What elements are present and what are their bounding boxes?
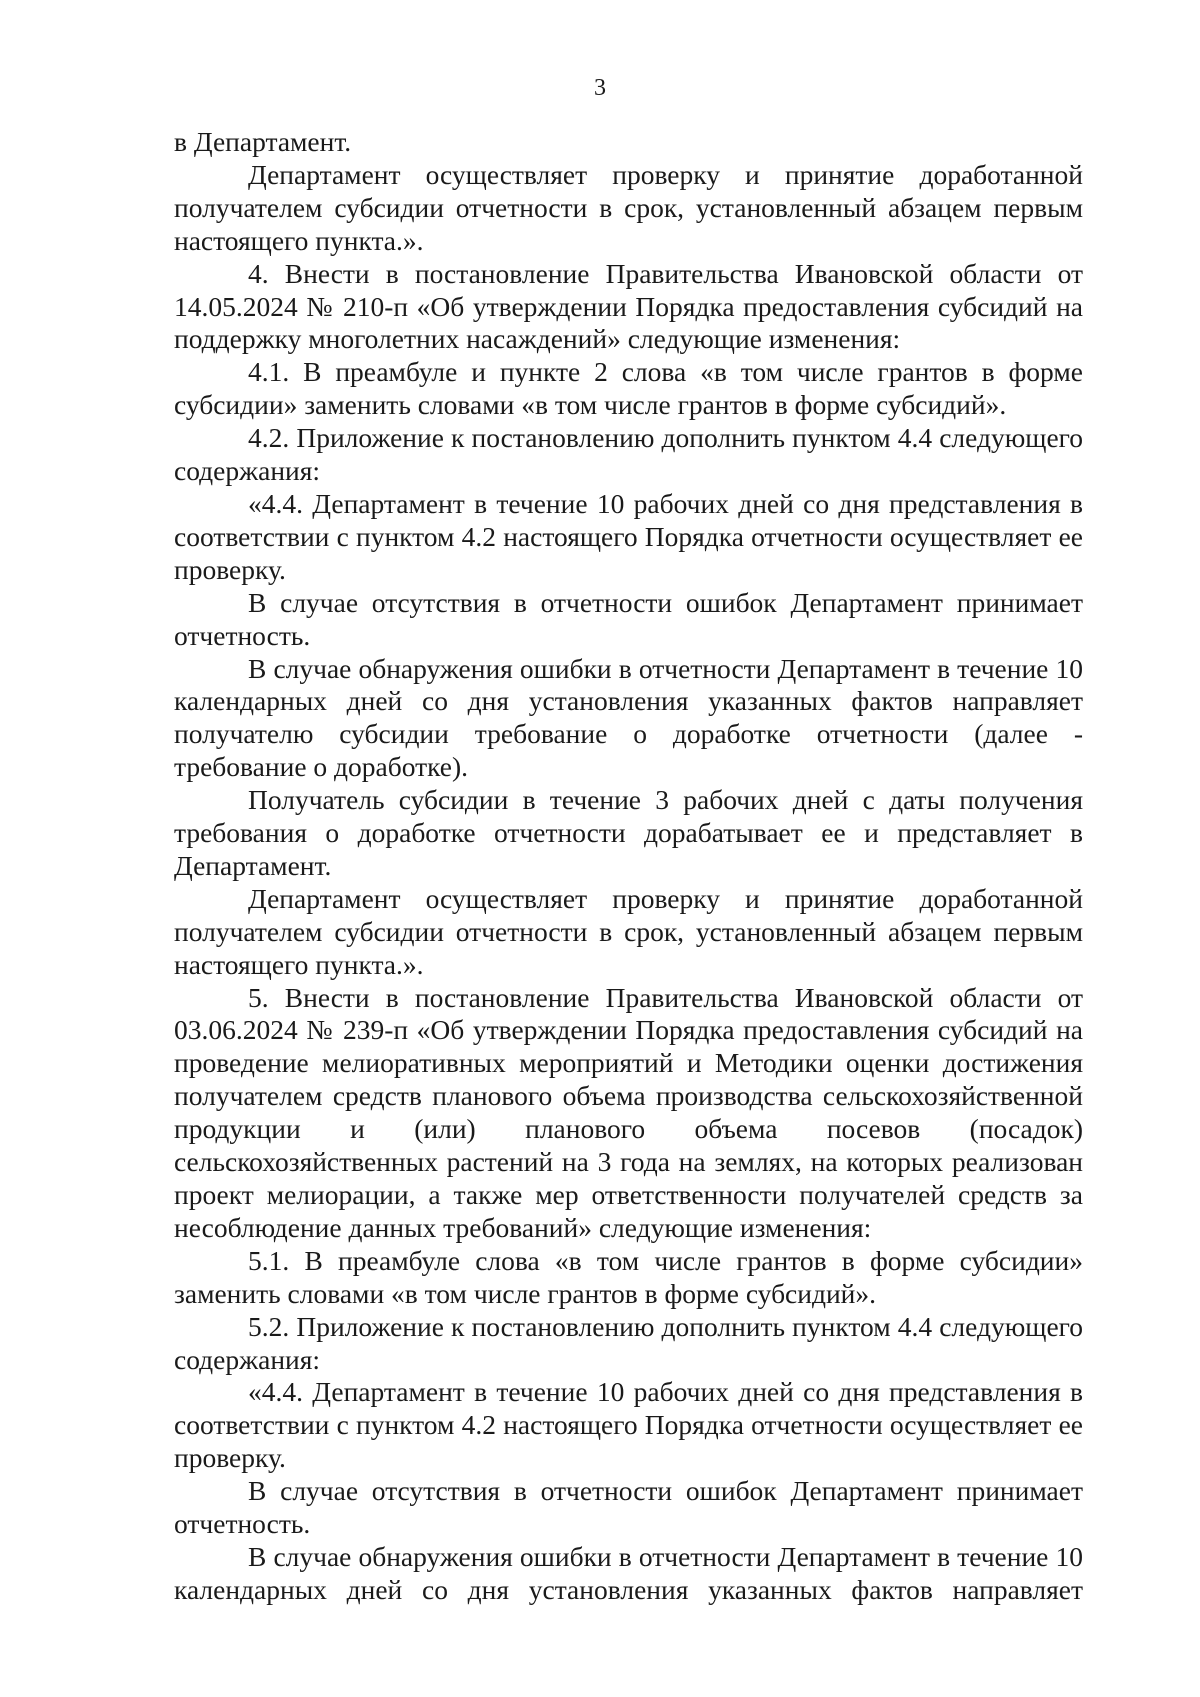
paragraph: В случае обнаружения ошибки в отчетности Департамент в течение 10 календарных дней со дня установления указанных фактов направляет xyxy=(174,1540,1083,1605)
paragraph: Получатель субсидии в течение 3 рабочих дней с даты получения требования о доработке отчетности дорабатывает ее и представляет в Департамент. xyxy=(174,784,1083,881)
paragraph: «4.4. Департамент в течение 10 рабочих дней со дня представления в соответствии с пунктом 4.2 настоящего Порядка отчетности осуществляет ее проверку. xyxy=(174,487,1083,585)
page-number: 3 xyxy=(594,75,606,101)
paragraph: 5.2. Приложение к постановлению дополнить пунктом 4.4 следующего содержания: xyxy=(174,1310,1083,1375)
paragraph: 5.1. В преамбуле слова «в том числе грантов в форме субсидии» заменить словами «в том числе грантов в форме субсидий». xyxy=(174,1244,1083,1309)
document-body xyxy=(174,126,1083,1607)
paragraph: В случае отсутствия в отчетности ошибок Департамент принимает отчетность. xyxy=(174,586,1083,651)
paragraph: В случае обнаружения ошибки в отчетности Департамент в течение 10 календарных дней со дня установления указанных фактов направляет получателю субсидии требование о доработке отчетности (далее - требование о доработке). xyxy=(174,652,1083,783)
paragraph: 5. Внести в постановление Правительства Ивановской области от 03.06.2024 № 239-п «Об утверждении Порядка предоставления субсидий на проведение мелиоративных мероприятий и Методики оценки достижения получателем средств планового объема производства сельскохозяйственной продукции и (или) планового объема посевов (посадок) сельскохозяйственных растений на 3 года на землях, на которых реализован проект мелиорации, а также мер ответственности получателей средств за несоблюдение данных требований» следующие изменения: xyxy=(174,981,1083,1243)
paragraph: В случае отсутствия в отчетности ошибок Департамент принимает отчетность. xyxy=(174,1475,1083,1540)
paragraph: 4.1. В преамбуле и пункте 2 слова «в том числе грантов в форме субсидии» заменить словами «в том числе грантов в форме субсидий». xyxy=(174,356,1083,421)
paragraph: 4. Внести в постановление Правительства Ивановской области от 14.05.2024 № 210-п «Об утверждении Порядка предоставления субсидий на поддержку многолетних насаждений» следующие изменения: xyxy=(174,257,1083,355)
paragraph: Департамент осуществляет проверку и принятие доработанной получателем субсидии отчетности в срок, установленный абзацем первым настоящего пункта.». xyxy=(174,882,1083,980)
paragraph: Департамент осуществляет проверку и принятие доработанной получателем субсидии отчетности в срок, установленный абзацем первым настоящего пункта.». xyxy=(174,158,1083,256)
paragraph: в Департамент. xyxy=(174,126,352,157)
paragraph: 4.2. Приложение к постановлению дополнить пунктом 4.4 следующего содержания: xyxy=(174,422,1083,487)
paragraph: «4.4. Департамент в течение 10 рабочих дней со дня представления в соответствии с пунктом 4.2 настоящего Порядка отчетности осуществляет ее проверку. xyxy=(174,1376,1083,1474)
